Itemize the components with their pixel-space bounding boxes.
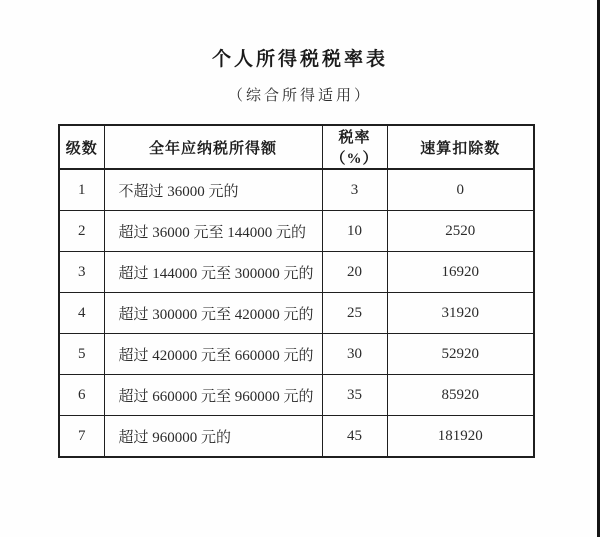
cell-income: 超过 36000 元至 144000 元的 — [104, 211, 322, 252]
table-header-row — [59, 125, 534, 169]
cell-income: 超过 660000 元至 960000 元的 — [104, 375, 322, 416]
table-row — [59, 334, 534, 375]
cell-level: 4 — [59, 293, 104, 334]
cell-rate: 10 — [322, 211, 387, 252]
cell-deduction: 52920 — [387, 334, 534, 375]
cell-deduction: 0 — [387, 169, 534, 211]
cell-rate: 35 — [322, 375, 387, 416]
cell-income: 超过 420000 元至 660000 元的 — [104, 334, 322, 375]
cell-income: 超过 960000 元的 — [104, 416, 322, 458]
page-title: 个人所得税税率表 — [211, 49, 388, 70]
header-cell-level: 级数 — [59, 125, 104, 169]
table-row — [59, 211, 534, 252]
table-row — [59, 293, 534, 334]
table-row — [59, 416, 534, 458]
tax-rate-table — [58, 124, 535, 458]
cell-rate: 20 — [322, 252, 387, 293]
cell-level: 1 — [59, 169, 104, 211]
page-subtitle: （综合所得适用） — [227, 88, 372, 104]
table-row — [59, 169, 534, 211]
cell-income: 不超过 36000 元的 — [104, 169, 322, 211]
header-cell-rate: 税率（%） — [322, 125, 387, 169]
cell-deduction: 2520 — [387, 211, 534, 252]
cell-level: 3 — [59, 252, 104, 293]
header-cell-deduction: 速算扣除数 — [387, 125, 534, 169]
cell-level: 2 — [59, 211, 104, 252]
cell-deduction: 31920 — [387, 293, 534, 334]
cell-income: 超过 300000 元至 420000 元的 — [104, 293, 322, 334]
cell-level: 5 — [59, 334, 104, 375]
header-cell-income: 全年应纳税所得额 — [104, 125, 322, 169]
cell-level: 7 — [59, 416, 104, 458]
table-row — [59, 252, 534, 293]
table-row — [59, 375, 534, 416]
cell-level: 6 — [59, 375, 104, 416]
cell-rate: 30 — [322, 334, 387, 375]
cell-deduction: 16920 — [387, 252, 534, 293]
cell-rate: 3 — [322, 169, 387, 211]
cell-rate: 25 — [322, 293, 387, 334]
cell-deduction: 181920 — [387, 416, 534, 458]
cell-rate: 45 — [322, 416, 387, 458]
cell-deduction: 85920 — [387, 375, 534, 416]
cell-income: 超过 144000 元至 300000 元的 — [104, 252, 322, 293]
